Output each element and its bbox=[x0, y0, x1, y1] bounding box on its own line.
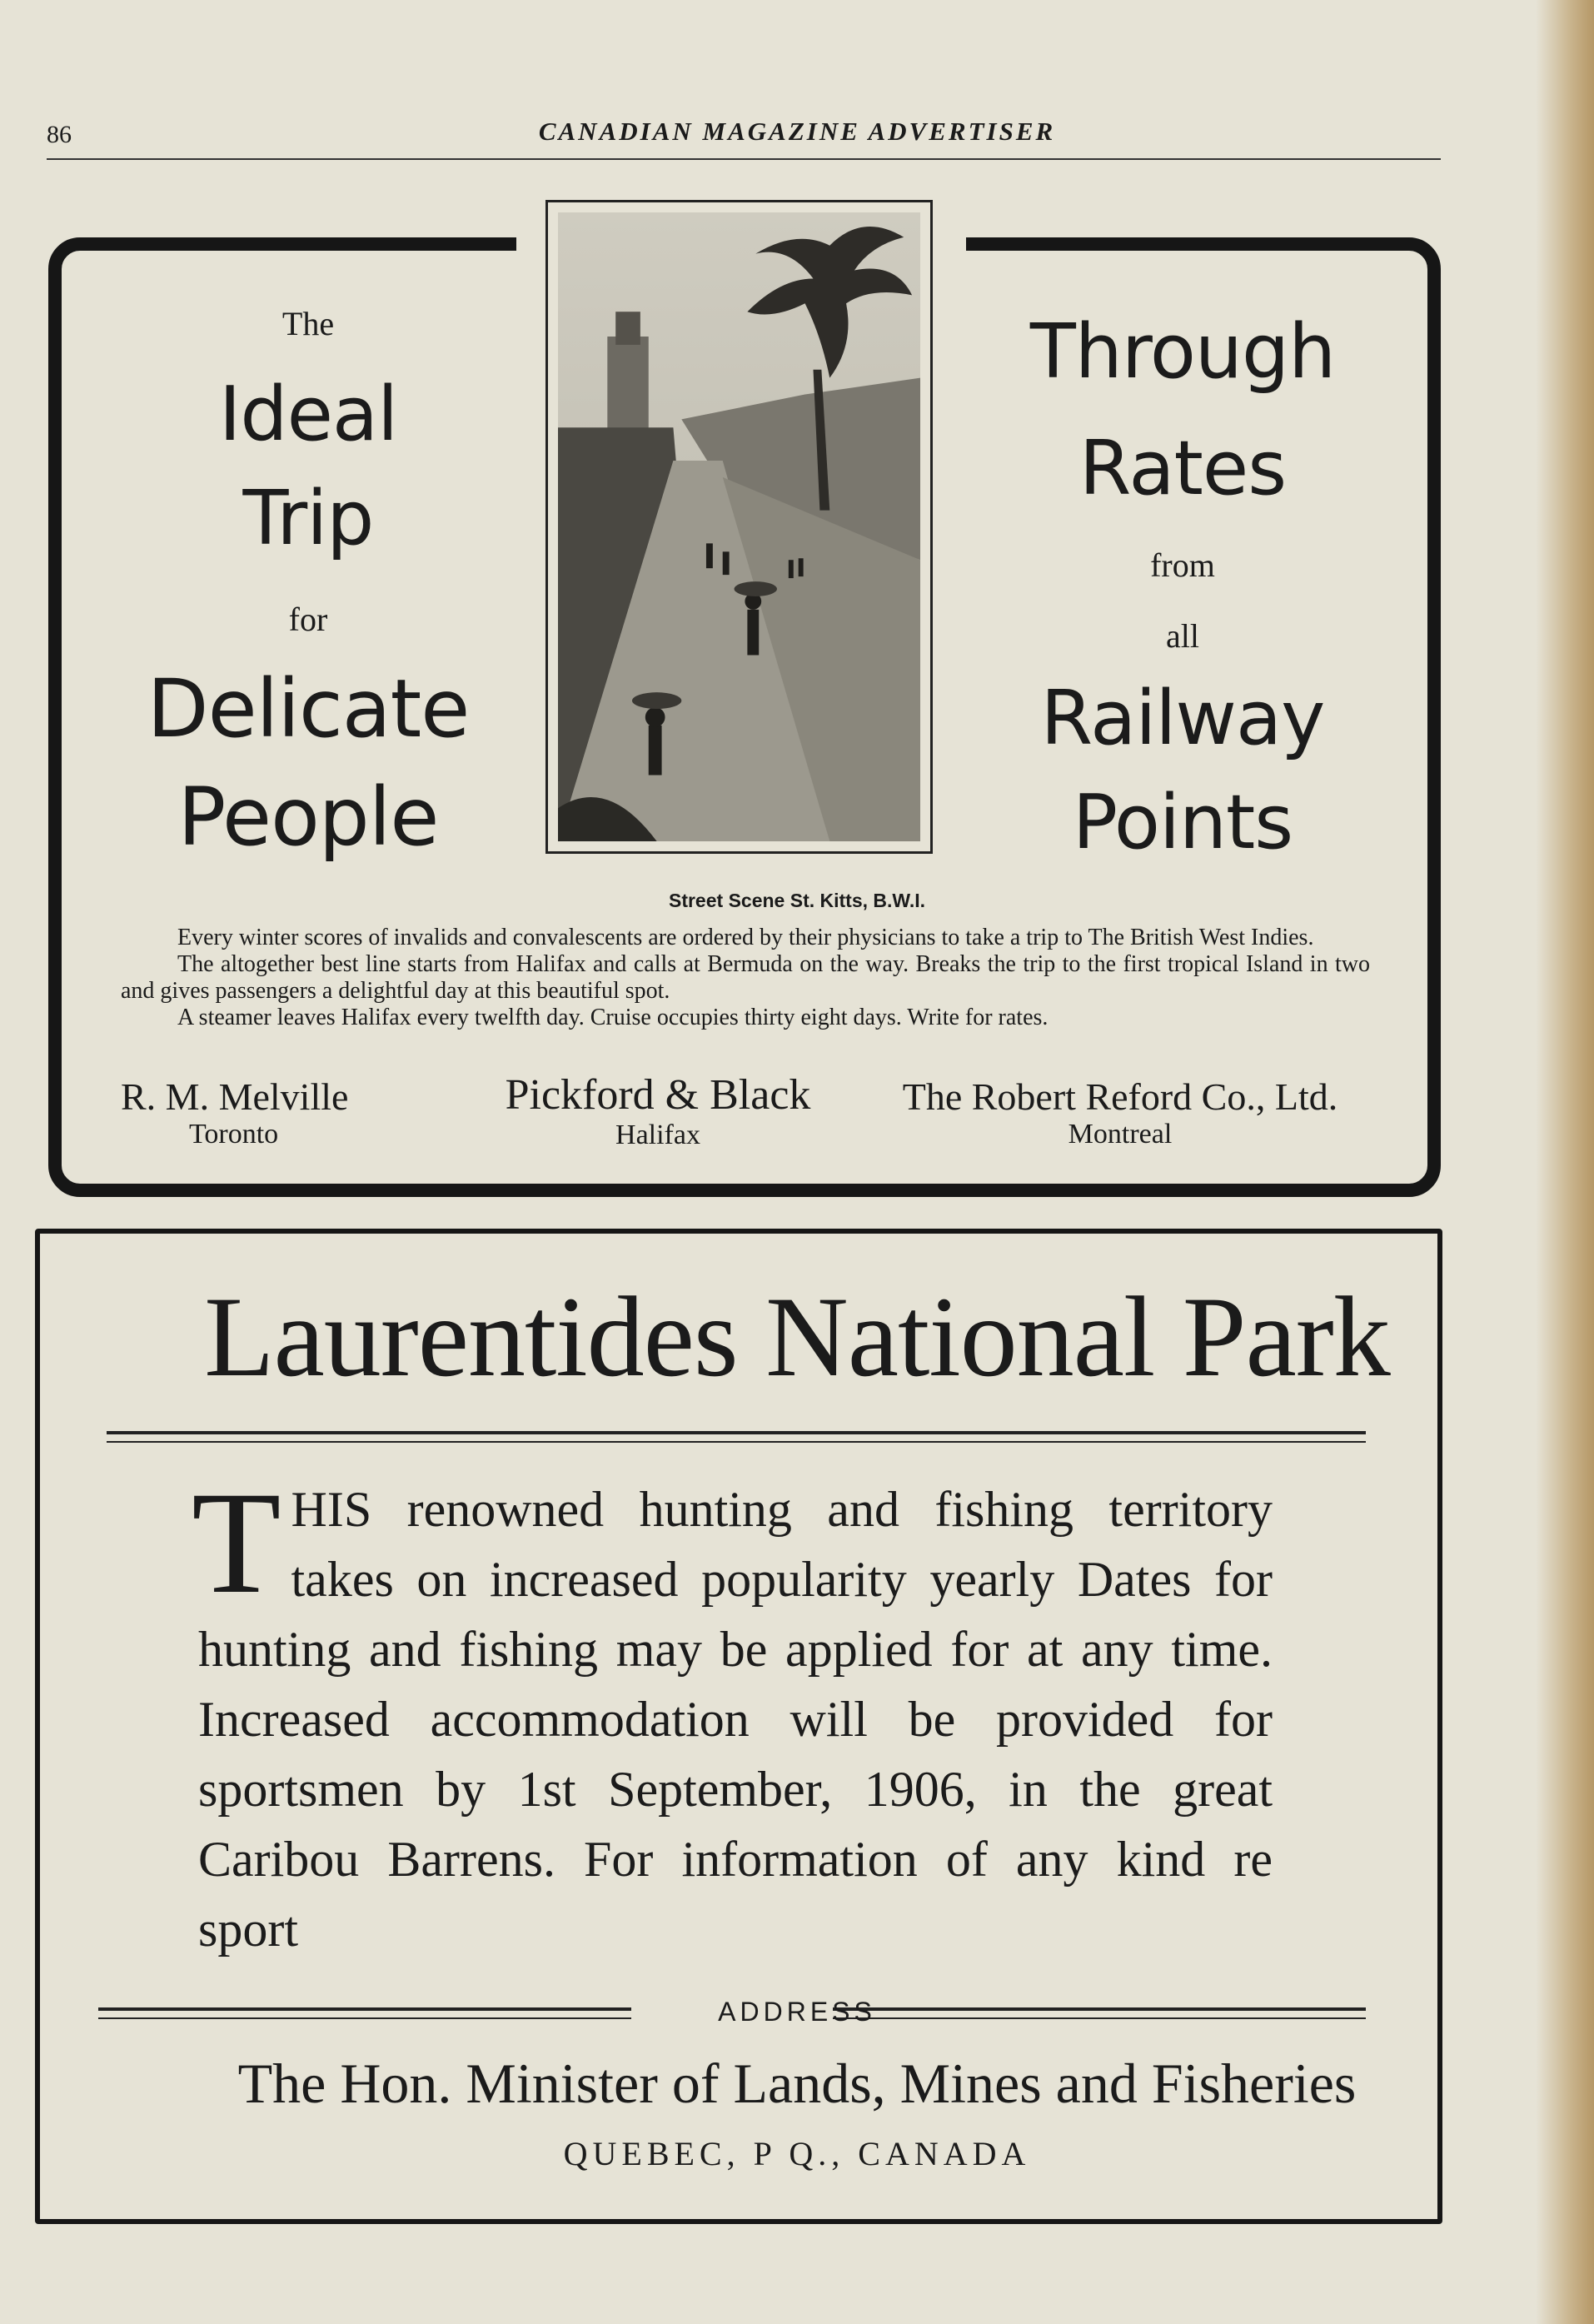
right-heading-railway: Railway bbox=[1040, 675, 1325, 762]
right-heading-points: Points bbox=[1072, 779, 1293, 866]
agent-pickford-black: Pickford & Black Halifax bbox=[505, 1071, 811, 1150]
left-heading-the: The bbox=[281, 305, 335, 342]
agent-robert-reford: The Robert Reford Co., Ltd. Montreal bbox=[902, 1075, 1338, 1150]
agent-melville: R. M. Melville Toronto bbox=[121, 1075, 349, 1150]
ad1-paragraph: A steamer leaves Halifax every twelfth day. Cruise occupies thirty eight days. Write for rates. bbox=[177, 1005, 1049, 1030]
minister-name: The Hon. Minister of Lands, Mines and Fisheries bbox=[237, 2052, 1357, 2115]
left-heading-delicate: Delicate bbox=[147, 662, 470, 756]
left-heading-people: People bbox=[177, 771, 439, 864]
header-rule bbox=[47, 158, 1441, 160]
street-scene-illustration bbox=[558, 212, 920, 841]
left-heading-trip: Trip bbox=[242, 475, 374, 562]
drop-cap: T bbox=[192, 1462, 281, 1624]
park-description-text: HIS renowned hunting and fishing territory takes on increased popularity yearly Dates for hunting and fishing may be applied for at any time. Increased accommodation will be provided for sportsmen by 1st September, 1906, in the great Caribou Barrens. For information of any kind re sport bbox=[198, 1482, 1273, 1957]
photo-caption: Street Scene St. Kitts, B.W.I. bbox=[668, 890, 926, 911]
right-heading-from: from bbox=[1150, 546, 1215, 584]
minister-location: QUEBEC, P Q., CANADA bbox=[563, 2135, 1031, 2172]
park-description bbox=[192, 1462, 1273, 1964]
left-heading-ideal: Ideal bbox=[218, 371, 398, 458]
left-heading-for: for bbox=[288, 601, 328, 638]
right-heading-through: Through bbox=[1029, 308, 1336, 396]
street-scene-photo bbox=[545, 200, 933, 854]
right-heading-rates: Rates bbox=[1078, 425, 1287, 512]
address-label: ADDRESS bbox=[718, 1997, 876, 2027]
park-title: Laurentides National Park bbox=[204, 1273, 1390, 1400]
running-header: CANADIAN MAGAZINE ADVERTISER bbox=[538, 117, 1056, 146]
page-edge-shadow bbox=[1536, 0, 1594, 2324]
ad1-paragraph: The altogether best line starts from Halifax and calls at Bermuda on the way. Breaks the trip to the first tropical Island in two and gives passengers a delightful day at this beautiful spot. bbox=[121, 951, 1370, 1004]
ad1-body bbox=[121, 925, 1370, 1031]
ad1-paragraph: Every winter scores of invalids and convalescents are ordered by their physicians to take a trip to The British West Indies. bbox=[177, 925, 1314, 950]
title-rule bbox=[107, 1431, 1366, 1443]
page-number: 86 bbox=[47, 121, 72, 148]
right-heading-all: all bbox=[1166, 617, 1199, 655]
